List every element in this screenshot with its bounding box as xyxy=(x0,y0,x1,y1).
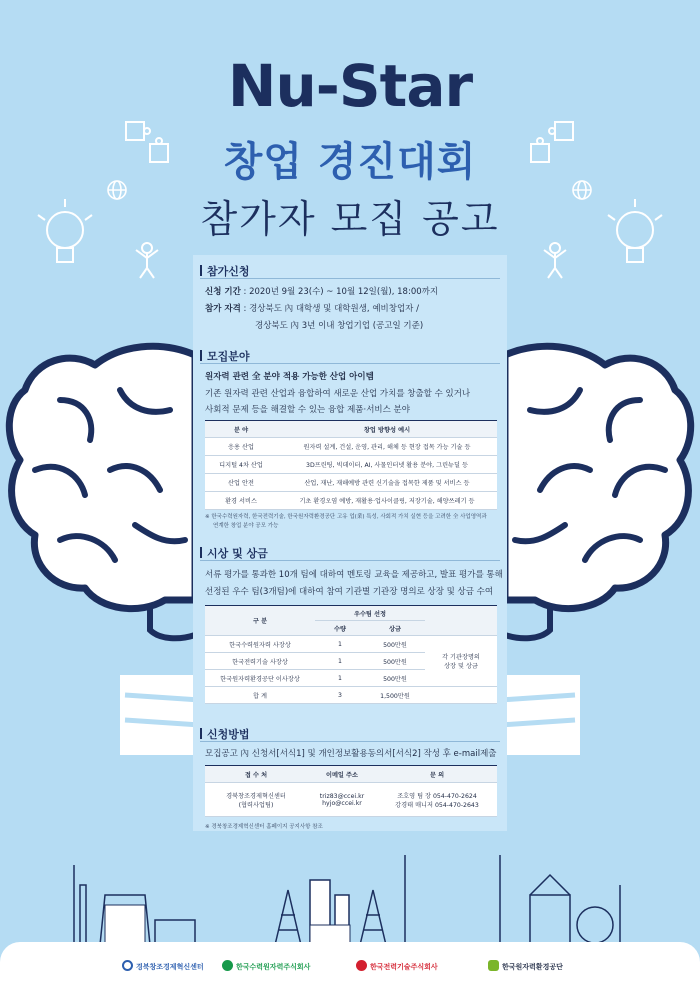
table-cell: 500만원 xyxy=(365,670,425,687)
fields-table-header: 분 야 xyxy=(205,421,277,438)
person-cheering-icon xyxy=(132,240,162,280)
fields-note-line1: ※ 한국수력원자력, 한국전력기술, 한국원자력환경공단 고유 업(業) 특성, 사회적 가치 실현 등을 고려한 全 사업영역과 xyxy=(205,514,487,520)
awards-header-count: 수량 xyxy=(315,621,365,636)
logo-gyeongbuk-ccei: 경북창조경제혁신센터 xyxy=(122,960,204,972)
contact-header-org: 접 수 처 xyxy=(205,766,307,783)
org-logo-icon xyxy=(222,960,233,971)
content-panel xyxy=(193,255,507,831)
person-cheering-icon xyxy=(540,240,570,280)
poster-subtitle-competition: 창업 경진대회 xyxy=(223,139,477,185)
fields-table xyxy=(205,420,497,510)
table-cell xyxy=(425,687,497,704)
awards-header-selection: 우수팀 선정 xyxy=(315,606,425,621)
contact-header-email: 이메일 주소 xyxy=(307,766,377,783)
awards-note-cell: 각 기관장명의 상장 및 상금 xyxy=(425,636,497,687)
contact-email[interactable]: triz83@ccei.kr hyjo@ccei.kr xyxy=(307,783,377,817)
org-logo-icon xyxy=(122,960,133,971)
globe-icon xyxy=(105,178,129,202)
fields-table-header: 창업 방향성 예시 xyxy=(277,421,497,438)
puzzle-icon xyxy=(120,118,180,168)
brain-bulb-right-illustration xyxy=(500,330,700,770)
table-cell: 산업, 재난, 재해예방 관련 신기술을 접목한 제품 및 서비스 등 xyxy=(277,474,497,492)
logo-khnp: 한국수력원자력주식회사 xyxy=(222,960,310,972)
table-cell: 500만원 xyxy=(365,636,425,653)
table-cell: 응용 산업 xyxy=(205,438,277,456)
method-desc: 모집공고 內 신청서[서식1] 및 개인정보활용동의서[서식2] 작성 후 e-mail제출 xyxy=(205,749,497,759)
industry-skyline-illustration xyxy=(60,835,640,945)
fields-desc-line1: 기존 원자력 관련 산업과 융합하여 새로운 산업 가치를 창출할 수 있거나 xyxy=(205,389,471,399)
table-cell: 1 xyxy=(315,653,365,670)
table-cell: 3D프린팅, 빅데이터, AI, 사물인터넷 활용 분야, 그린뉴딜 등 xyxy=(277,456,497,474)
awards-header-prize: 상금 xyxy=(365,621,425,636)
table-cell: 산업 안전 xyxy=(205,474,277,492)
table-cell: 기초 환경오염 예방, 재활용·업사이클링, 저장기술, 해양쓰레기 등 xyxy=(277,492,497,510)
puzzle-icon xyxy=(525,118,585,168)
awards-header-note xyxy=(425,606,497,636)
lightbulb-icon xyxy=(30,195,100,280)
fields-note-line2: 연계한 창업 분야 공모 가능 xyxy=(213,523,279,529)
section-heading-method: 신청방법 xyxy=(200,726,250,742)
apply-qualification-cont: 경상북도 內 3년 이내 창업기업 (공고일 기준) xyxy=(255,321,424,331)
contact-org: 경북창조경제혁신센터 (협력사업팀) xyxy=(205,783,307,817)
table-cell: 1 xyxy=(315,636,365,653)
apply-period: 신청 기간 : 2020년 9월 23(수) ~ 10월 12일(월), 18:00까지 xyxy=(205,287,439,297)
section-heading-awards: 시상 및 상금 xyxy=(200,545,268,561)
table-row xyxy=(205,438,497,456)
table-row xyxy=(205,456,497,474)
contact-table xyxy=(205,765,497,817)
table-cell: 환경 서비스 xyxy=(205,492,277,510)
table-cell: 1,500만원 xyxy=(365,687,425,704)
awards-desc-line2: 선정된 우수 팀(3개팀)에 대하여 참여 기관별 기관장 명의로 상장 및 상금 수여 xyxy=(205,587,494,597)
table-cell: 한국수력원자력 사장상 xyxy=(205,636,315,653)
table-row xyxy=(205,492,497,510)
table-row xyxy=(205,636,497,653)
divider xyxy=(200,560,500,561)
table-row xyxy=(205,687,497,704)
fields-lead: 원자력 관련 全 분야 적용 가능한 산업 아이템 xyxy=(205,372,374,382)
org-logo-icon xyxy=(356,960,367,971)
fields-desc-line2: 사회적 문제 등을 해결할 수 있는 융합 제품·서비스 분야 xyxy=(205,405,410,415)
lightbulb-icon xyxy=(600,195,670,280)
logo-kepco-enc: 한국전력기술주식회사 xyxy=(356,960,438,972)
section-heading-fields: 모집분야 xyxy=(200,348,250,364)
globe-icon xyxy=(570,178,594,202)
logo-korad: 한국원자력환경공단 xyxy=(488,960,563,972)
table-cell: 원자력 설계, 건설, 운영, 관리, 해체 등 현장 접목 가능 기술 등 xyxy=(277,438,497,456)
awards-header-category: 구 분 xyxy=(205,606,315,636)
apply-qualification: 참가 자격 : 경상북도 內 대학생 및 대학원생, 예비창업자 / xyxy=(205,304,419,314)
section-heading-apply: 참가신청 xyxy=(200,263,250,279)
awards-desc-line1: 서류 평가를 통과한 10개 팀에 대하여 멘토링 교육을 제공하고, 발표 평가를 통해 xyxy=(205,570,503,580)
table-cell: 한국원자력환경공단 이사장상 xyxy=(205,670,315,687)
method-note: ※ 경북창조경제혁신센터 홈페이지 공지사항 참조 xyxy=(205,824,323,830)
table-row xyxy=(205,783,497,817)
table-cell: 한국전력기술 사장상 xyxy=(205,653,315,670)
table-cell: 디지털 4차 산업 xyxy=(205,456,277,474)
divider xyxy=(200,741,500,742)
poster-title: Nu-Star xyxy=(227,52,473,120)
poster-subtitle-recruit: 참가자 모집 공고 xyxy=(200,197,500,241)
org-logo-icon xyxy=(488,960,499,971)
table-cell: 합 계 xyxy=(205,687,315,704)
brain-bulb-left-illustration xyxy=(0,330,200,770)
contact-header-inquiry: 문 의 xyxy=(377,766,497,783)
divider xyxy=(200,363,500,364)
contact-phone: 조호영 팀 장 054-470-2624 강경태 매니저 054-470-2643 xyxy=(377,783,497,817)
table-cell: 3 xyxy=(315,687,365,704)
footer-bar xyxy=(0,942,700,990)
table-row xyxy=(205,474,497,492)
divider xyxy=(200,278,500,279)
awards-table xyxy=(205,605,497,704)
table-cell: 500만원 xyxy=(365,653,425,670)
table-cell: 1 xyxy=(315,670,365,687)
